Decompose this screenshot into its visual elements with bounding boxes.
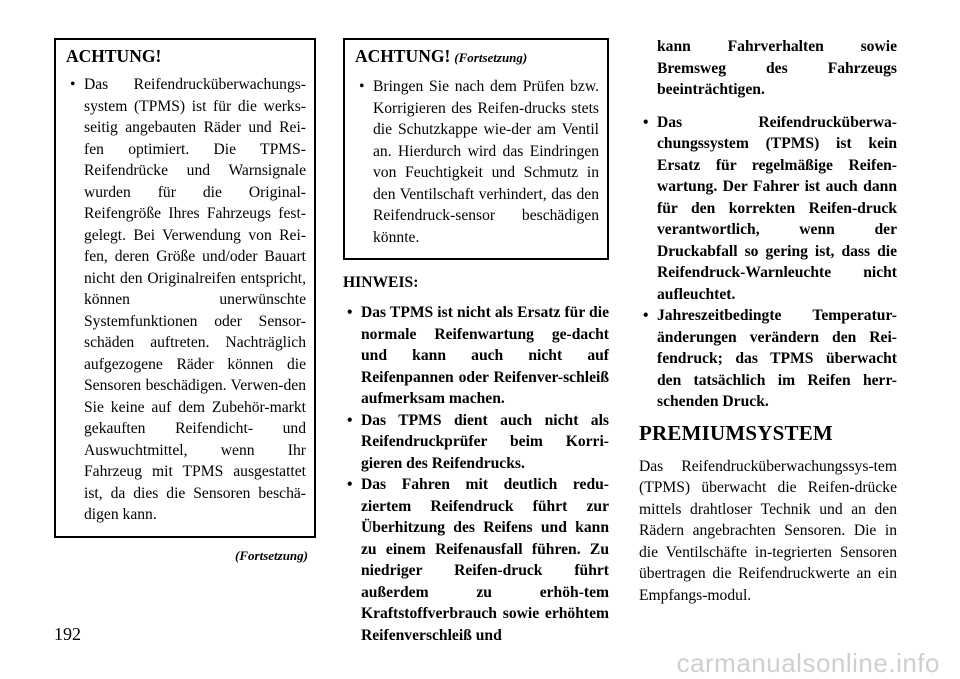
warning-box (54, 38, 316, 538)
note-item: • Das Fahren mit deutlich redu-ziertem Reifendruck führt zur Überhitzung des Reifens und kann zu einem Reifenausfall führen. Zu niedriger Reifen-druck führt außerdem zu erhöh-tem Kraftstoffverbrauch sowie erhöhtem Reifenverschleiß und (343, 474, 609, 646)
warning-title: ACHTUNG! (66, 46, 162, 66)
warning-item: • Das Reifendrucküberwachungs-system (TPMS) ist für die werks-seitig angebauten Räder und Rei-fen optimiert. Die TPMS-Reifendrücke und Warnsignale wurden für die Original-Reifengröße Ihres Fahrzeugs fest-gelegt. Bei Verwendung von Rei-fen, deren Größe und/oder Bauart nicht den Originalreifen entspricht, können unerwünschte Systemfunktionen oder Sensor-schäden auftreten. Nachträglich aufgezogene Räder können die Sensoren beschädigen. Verwen-den Sie keine auf dem Zubehör-markt gekauften Reifendicht- und Auswuchtmittel, wenn Ihr Fahrzeug mit TPMS ausgestattet ist, da dies die Sensoren beschä-digen kann. (66, 74, 306, 526)
note-list (639, 112, 897, 413)
warning-title-text: ACHTUNG! (355, 46, 451, 66)
note-item: • Das TPMS ist nicht als Ersatz für die normale Reifenwartung ge-dacht und kann auch nicht auf Reifenpannen oder Reifenver-schleiß aufmerksam machen. (343, 302, 609, 410)
note-item: • Das TPMS dient auch nicht als Reifendruckprüfer beim Korri-gieren des Reifendrucks. (343, 410, 609, 475)
note-label: HINWEIS: (343, 274, 419, 291)
column-left (54, 38, 316, 564)
column-right (639, 38, 897, 606)
section-paragraph: Das Reifendrucküberwachungssys-tem (TPMS) überwacht die Reifen-drücke mittels drahtloser Technik und an den Rädern angebrachten Sensoren. Die in die Ventilschäfte in-tegrierten Sensoren übertragen die Reifendruckwerte an ein Empfangs-modul. (639, 457, 897, 604)
note-list (343, 302, 609, 646)
warning-list (355, 76, 599, 248)
section-heading: PREMIUMSYSTEM (639, 420, 833, 445)
note-item: • Jahreszeitbedingte Temperatur-änderungen verändern den Rei-fendruck; das TPMS überwacht den tatsächlich im Reifen herr-schenden Druck. (639, 305, 897, 413)
column-middle (343, 38, 609, 646)
warning-title (355, 46, 599, 68)
warning-item: • Bringen Sie nach dem Prüfen bzw. Korrigieren des Reifen-drucks stets die Schutzkappe wie-der am Ventil an. Hierdurch wird das Eindringen von Feuchtigkeit und Schmutz in den Ventilschaft verhindert, das den Reifendruck-sensor beschädigen könnte. (355, 76, 599, 248)
warning-box-continued (343, 38, 609, 260)
note-continued-text: kann Fahrverhalten sowie Bremsweg des Fahrzeugs beeinträchtigen. (657, 38, 897, 98)
warning-list (66, 74, 306, 526)
page-number: 192 (54, 624, 81, 644)
watermark: carmanualsonline.info (676, 648, 940, 678)
note-item: • Das Reifendrucküberwa-chungssystem (TPMS) ist kein Ersatz für regelmäßige Reifen-wartung. Der Fahrer ist auch dann für den korrekten Reifen-druck verantwortlich, wenn der Druckabfall so gering ist, dass die Reifendruck-Warnleuchte nicht aufleuchtet. (639, 112, 897, 306)
continued-note: (Fortsetzung) (235, 547, 308, 563)
warning-continued-label: (Fortsetzung) (454, 50, 528, 65)
